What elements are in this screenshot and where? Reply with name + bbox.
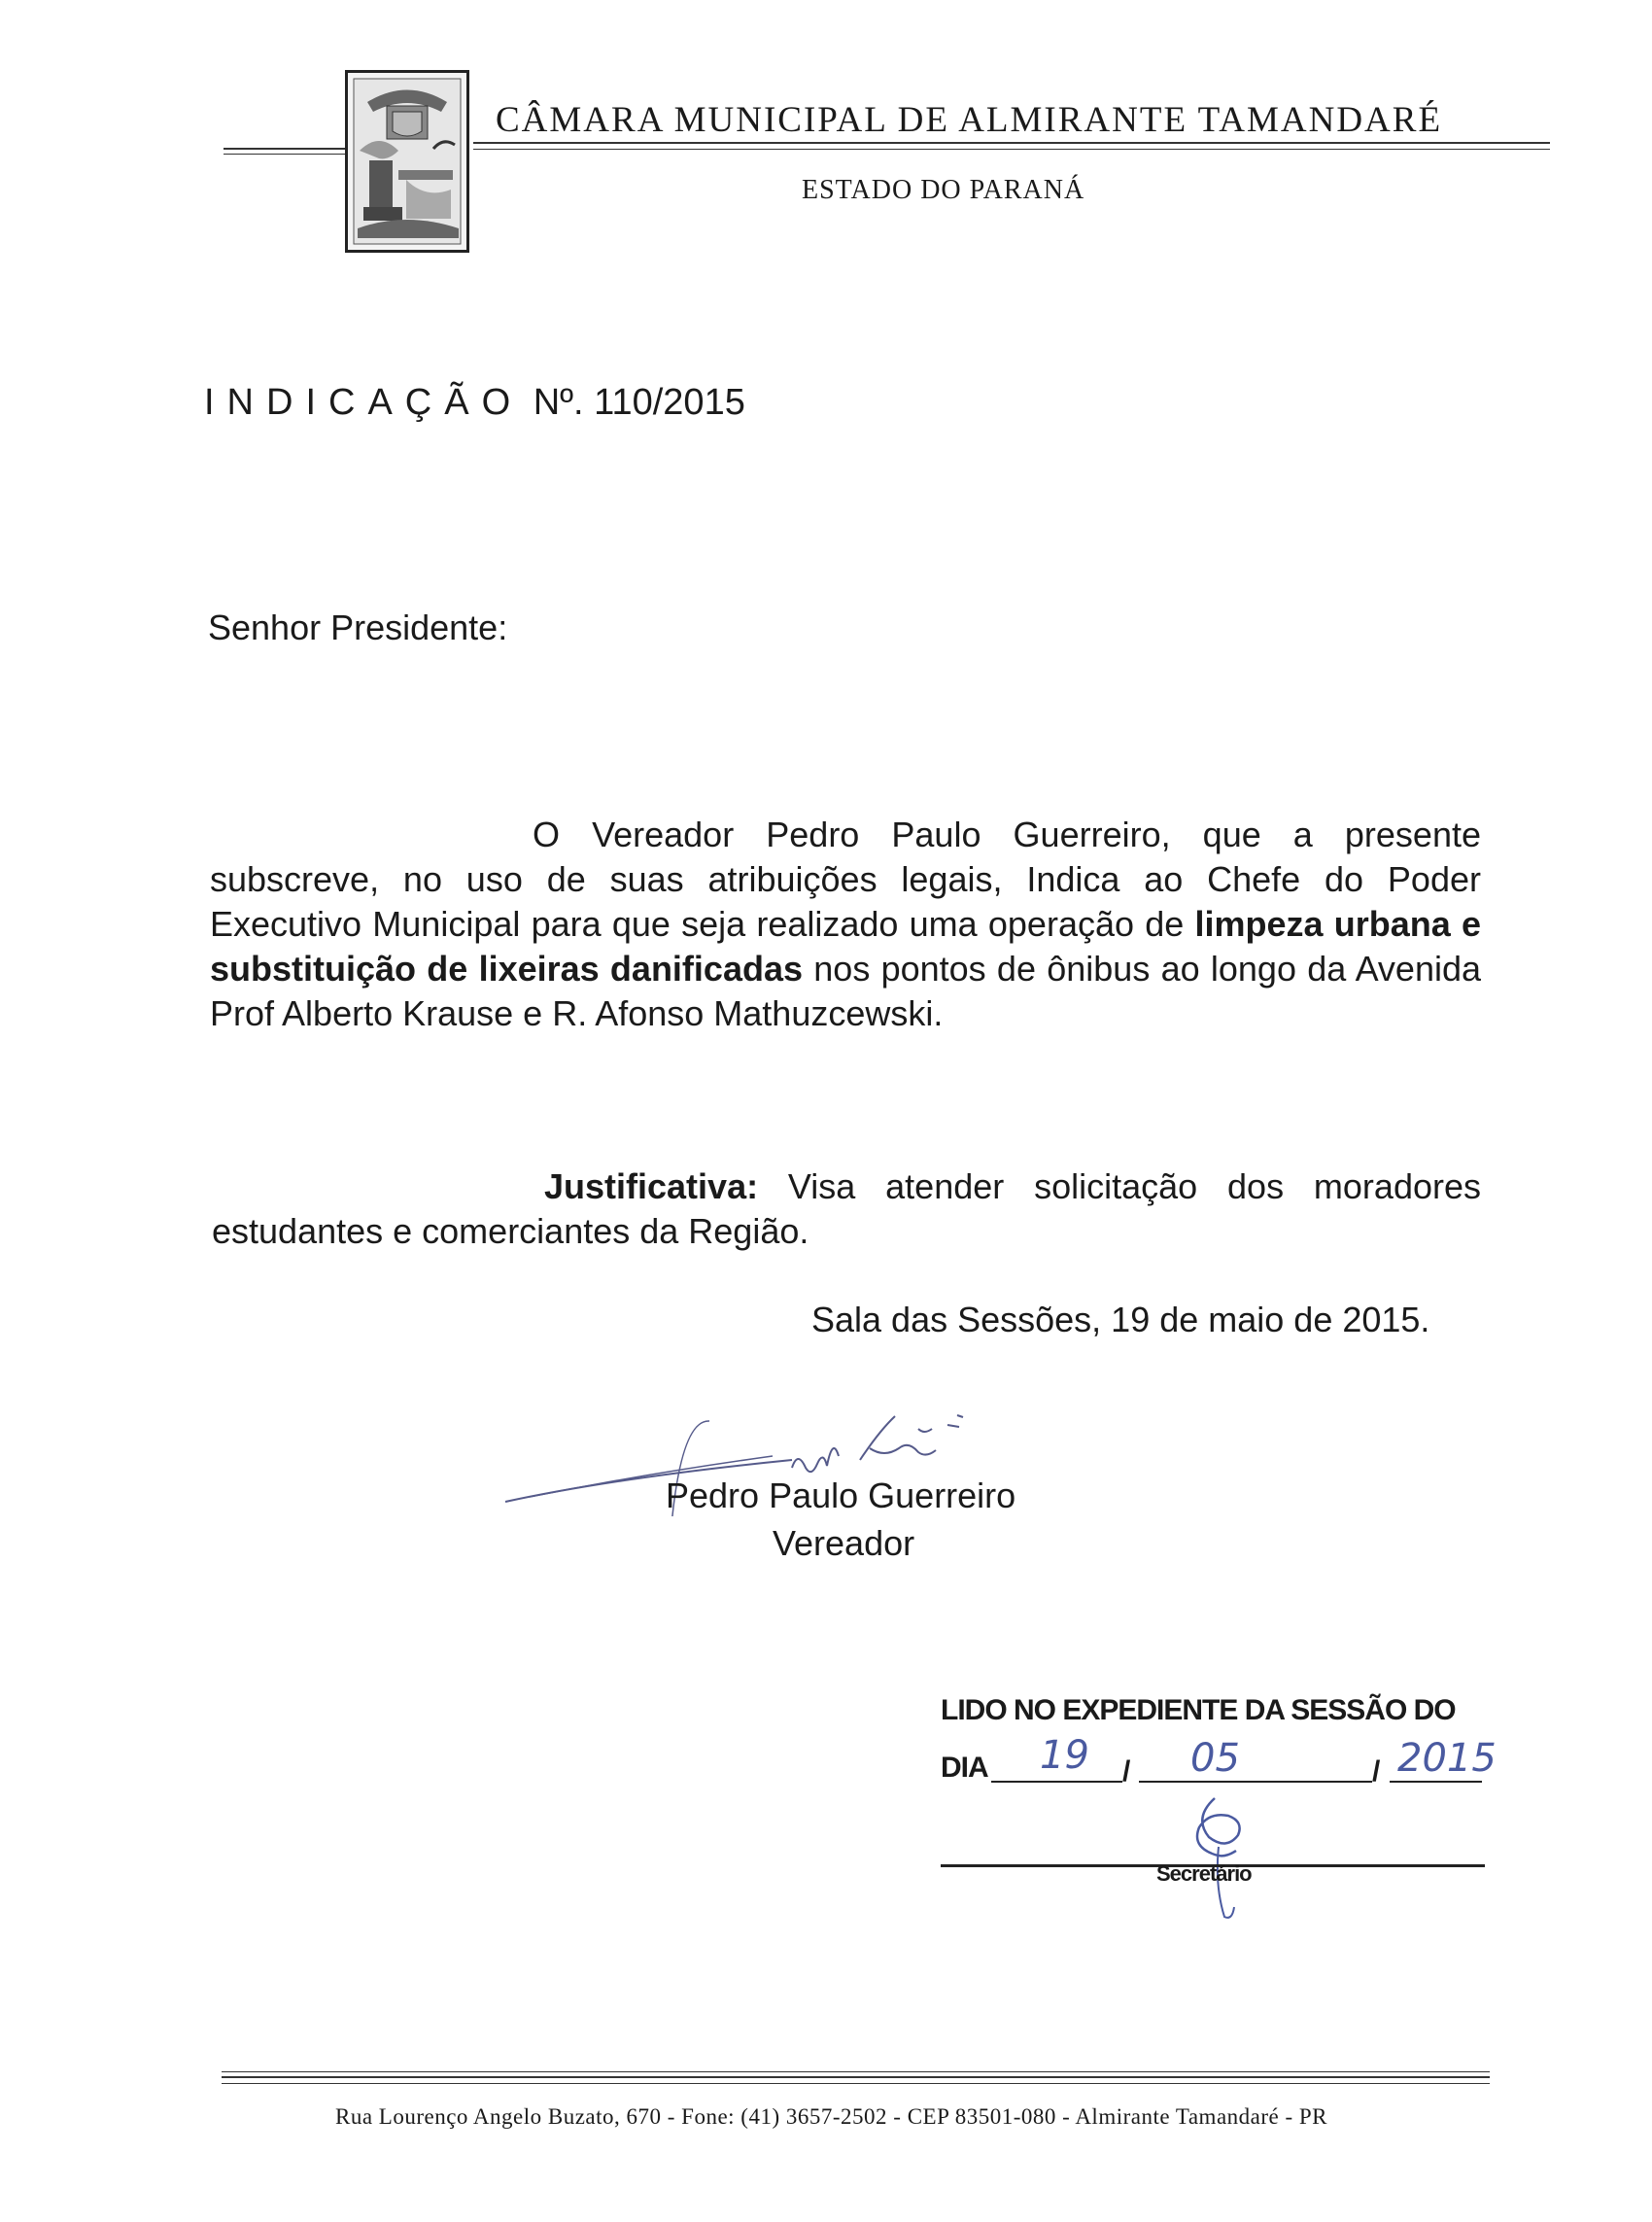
justification-text: Visa atender solicitação dos moradores estudantes e comerciantes da Região. <box>212 1166 1481 1251</box>
main-paragraph <box>210 813 1481 1036</box>
chamber-name: CÂMARA MUNICIPAL DE ALMIRANTE TAMANDARÉ <box>496 100 1443 140</box>
header-rule-right <box>473 142 1550 144</box>
stamp-title: LIDO NO EXPEDIENTE DA SESSÃO DO <box>941 1694 1456 1726</box>
stamp-month-value: 05 <box>1190 1736 1240 1781</box>
salutation: Senhor Presidente: <box>208 608 508 647</box>
stamp-day-line <box>991 1781 1122 1783</box>
coat-of-arms-icon <box>348 73 466 250</box>
stamp-separator-1: / <box>1122 1755 1131 1788</box>
main-paragraph-ending: nos pontos de ônibus ao longo da Avenida Prof Alberto Krause e R. Afonso Mathuzcewski. <box>210 949 1482 1033</box>
signatory-role: Vereador <box>773 1523 915 1563</box>
main-paragraph-intro: O Vereador Pedro Paulo Guerreiro, que a presente subscreve, no uso de suas atribuições legais, Indica ao Chefe do Poder Executivo Municipal para que seja realizado uma operação de <box>210 815 1481 944</box>
stamp-year-line <box>1390 1781 1482 1783</box>
justification-paragraph <box>212 1164 1481 1254</box>
state-name: ESTADO DO PARANÁ <box>802 175 1085 205</box>
stamp-separator-2: / <box>1372 1755 1381 1788</box>
municipal-coat-of-arms <box>345 70 469 253</box>
main-paragraph-emphasis: limpeza urbana e substituição de lixeiras danificadas <box>210 904 1481 989</box>
number-prefix: Nº. <box>533 382 584 423</box>
document-type: INDICAÇÃO <box>204 382 524 423</box>
secretary-initials <box>1176 1779 1263 1925</box>
signatory-name: Pedro Paulo Guerreiro <box>666 1476 1016 1515</box>
footer-address: Rua Lourenço Angelo Buzato, 670 - Fone: (41) 3657-2502 - CEP 83501-080 - Almirante Tamandaré - PR <box>335 2104 1328 2129</box>
number-value: 110/2015 <box>594 382 745 423</box>
secretary-label: Secretário <box>1156 1861 1252 1886</box>
stamp-day-label: DIA <box>941 1752 988 1784</box>
stamp-day-value: 19 <box>1040 1733 1089 1778</box>
header-rule-right-thin <box>473 149 1550 150</box>
header-rule-left-thin <box>224 154 345 155</box>
footer-rule-middle <box>222 2076 1490 2078</box>
stamp-year-value: 2015 <box>1397 1736 1497 1781</box>
place-and-date: Sala das Sessões, 19 de maio de 2015. <box>811 1300 1430 1339</box>
justification-label: Justificativa: <box>544 1166 759 1206</box>
footer-rule-top <box>222 2071 1490 2072</box>
footer-rule-bottom <box>222 2083 1490 2084</box>
header-rule-left <box>224 148 345 150</box>
document-number <box>204 382 745 424</box>
